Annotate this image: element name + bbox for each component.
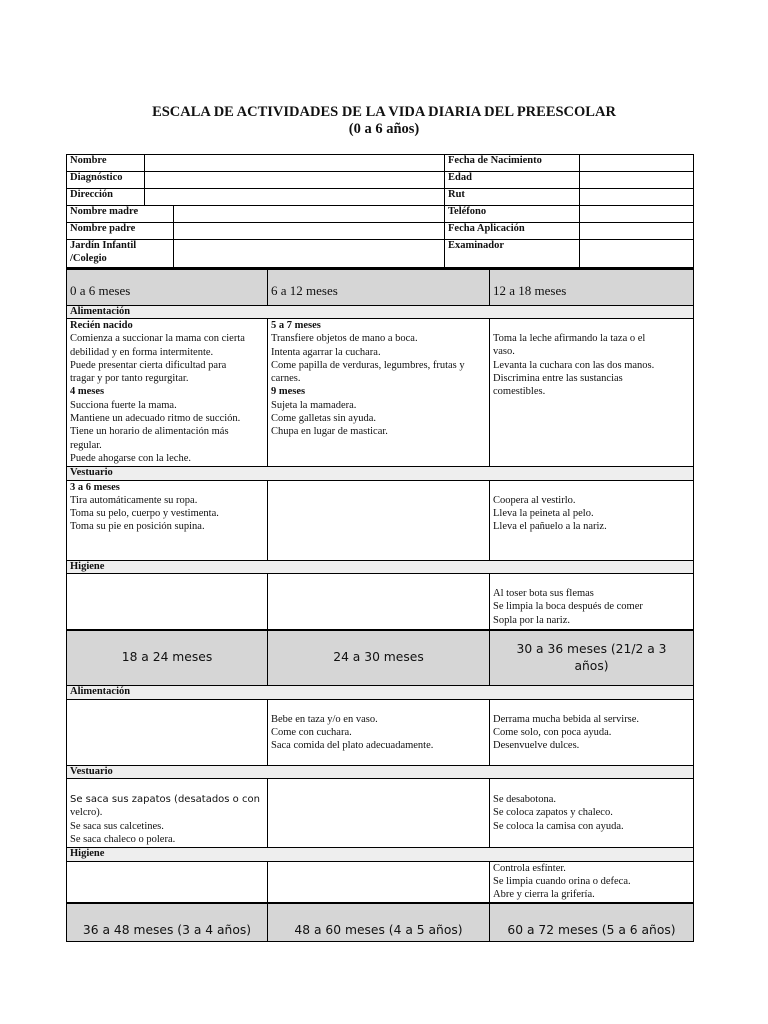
activity-line: Intenta agarrar la cuchara. [271, 346, 381, 358]
nombre-field[interactable] [145, 155, 445, 172]
title-line-1: ESCALA DE ACTIVIDADES DE LA VIDA DIARIA DEL PREESCOLAR [152, 104, 616, 120]
label-nombre-madre: Nombre madre [67, 206, 174, 223]
activity-cell [490, 779, 694, 848]
activity-cell [67, 574, 268, 630]
period-header-cell: 18 a 24 meses [67, 630, 268, 686]
activity-line: Bebe en taza y/o en vaso. [271, 713, 378, 725]
activity-cell [490, 480, 694, 560]
period-header-cell: 24 a 30 meses [268, 630, 490, 686]
activity-line: Tira automáticamente su ropa. [70, 494, 198, 506]
activity-line: Se saca chaleco o polera. [70, 833, 176, 845]
activity-line: Transfiere objetos de mano a boca. [271, 333, 418, 345]
activity-line: Toma la leche afirmando la taza o el [493, 333, 646, 344]
category-label-vestuario: Vestuario [67, 765, 694, 779]
activity-line: Come galletas sin ayuda. [271, 413, 376, 425]
age-subheading: 5 a 7 meses [271, 320, 321, 331]
activity-row [67, 861, 694, 903]
activity-line: debilidad y en forma intermitente. [70, 346, 214, 358]
examinador-field[interactable] [580, 240, 694, 268]
activity-line: Chupa en lugar de masticar. [271, 426, 388, 438]
label-jardin-line-2: /Colegio [70, 252, 107, 264]
activity-line: Abre y cierra la grifería. [493, 889, 595, 901]
nombre-madre-field[interactable] [174, 206, 445, 223]
age-subheading: Recién nacido [70, 320, 133, 331]
category-row [67, 305, 694, 319]
activity-line: Sopla por la nariz. [493, 614, 570, 626]
activity-cell [268, 861, 490, 903]
activity-row [67, 574, 694, 630]
label-fecha-aplicacion: Fecha Aplicación [445, 223, 580, 240]
patient-info-table [66, 154, 694, 268]
period-header-cell: 60 a 72 meses (5 a 6 años) [490, 903, 694, 941]
category-row [67, 848, 694, 862]
period-header-cell [490, 630, 694, 686]
activity-line: Discrimina entre las sustancias [493, 372, 623, 384]
activity-cell [67, 861, 268, 903]
activity-line: Saca comida del plato adecuadamente. [271, 740, 434, 752]
label-nombre-padre: Nombre padre [67, 223, 174, 240]
activity-cell [67, 319, 268, 467]
label-jardin-colegio [67, 240, 174, 268]
label-direccion: Dirección [67, 189, 145, 206]
activity-row [67, 699, 694, 765]
activity-line: Succiona fuerte la mama. [70, 399, 177, 411]
activity-cell [490, 574, 694, 630]
activity-line: Mantiene un adecuado ritmo de succión. [70, 413, 241, 425]
activity-line: Se saca sus zapatos (desatados o con [70, 794, 260, 805]
activity-row [67, 779, 694, 848]
activity-cell [490, 319, 694, 467]
activity-cell [67, 480, 268, 560]
category-row [67, 560, 694, 574]
period-header-row [67, 630, 694, 686]
fecha-nacimiento-field[interactable] [580, 155, 694, 172]
activity-line: carnes. [271, 373, 301, 385]
activity-row [67, 319, 694, 467]
label-nombre: Nombre [67, 155, 145, 172]
activity-line: Coopera al vestirlo. [493, 494, 576, 506]
period-header-row [67, 269, 694, 305]
category-label-higiene: Higiene [67, 848, 694, 862]
activity-line: Come solo, con poca ayuda. [493, 726, 612, 738]
category-label-alimentacion: Alimentación [67, 305, 694, 319]
activity-line: regular. [70, 439, 102, 451]
activity-line: Se saca sus calcetines. [70, 820, 164, 832]
direccion-field[interactable] [145, 189, 445, 206]
activity-row [67, 480, 694, 560]
label-fecha-nacimiento: Fecha de Nacimiento [445, 155, 580, 172]
category-label-alimentacion: Alimentación [67, 686, 694, 700]
activity-line: Comienza a succionar la mama con cierta [70, 333, 245, 345]
category-row [67, 686, 694, 700]
activity-line: Lleva el pañuelo a la nariz. [493, 521, 607, 533]
label-examinador: Examinador [445, 240, 580, 268]
edad-field[interactable] [580, 172, 694, 189]
label-edad: Edad [445, 172, 580, 189]
activity-line: Lleva la peineta al pelo. [493, 507, 594, 519]
activity-line: Puede ahogarse con la leche. [70, 452, 191, 464]
activity-line: Se limpia la boca después de comer [493, 601, 643, 613]
category-label-vestuario: Vestuario [67, 467, 694, 481]
activity-cell [268, 480, 490, 560]
label-rut: Rut [445, 189, 580, 206]
activity-line: vaso. [493, 346, 515, 358]
activity-line: Sujeta la mamadera. [271, 399, 357, 411]
activity-cell [268, 319, 490, 467]
fecha-aplicacion-field[interactable] [580, 223, 694, 240]
activity-line: Desenvuelve dulces. [493, 740, 580, 752]
age-subheading: 4 meses [70, 386, 105, 398]
activity-line: Come con cuchara. [271, 726, 352, 738]
activity-cell [67, 779, 268, 848]
activity-line: Come papilla de verduras, legumbres, frutas y [271, 359, 465, 371]
rut-field[interactable] [580, 189, 694, 206]
activity-cell [490, 699, 694, 765]
activity-line: Toma su pelo, cuerpo y vestimenta. [70, 508, 219, 520]
period-header-cell: 6 a 12 meses [268, 269, 490, 305]
period-header-line: años) [574, 658, 609, 673]
document-title [0, 104, 768, 138]
category-label-higiene: Higiene [67, 560, 694, 574]
activity-line: Puede presentar cierta dificultad para [70, 359, 227, 371]
period-header-cell: 12 a 18 meses [490, 269, 694, 305]
activity-cell [268, 574, 490, 630]
label-jardin-line-1: Jardín Infantil [70, 240, 137, 251]
activity-line: Toma su pie en posición supina. [70, 521, 205, 533]
activity-line: Se desabotona. [493, 794, 556, 805]
activity-line: Tiene un horario de alimentación más [70, 426, 229, 438]
activity-cell [268, 699, 490, 765]
category-row [67, 467, 694, 481]
activity-line: Se limpia cuando orina o defeca. [493, 875, 631, 887]
activities-grid [66, 268, 694, 942]
activity-line: Derrama mucha bebida al servirse. [493, 713, 640, 725]
activity-line: Se coloca zapatos y chaleco. [493, 807, 613, 819]
activity-line: Se coloca la camisa con ayuda. [493, 820, 624, 832]
diagnostico-field[interactable] [145, 172, 445, 189]
activity-line: tragar y por tanto regurgitar. [70, 373, 189, 385]
activity-line: velcro). [70, 807, 103, 819]
age-subheading: 3 a 6 meses [70, 481, 120, 493]
activity-line: Al toser bota sus flemas [493, 588, 594, 599]
activity-line: Levanta la cuchara con las dos manos. [493, 359, 655, 371]
jardin-colegio-field[interactable] [174, 240, 445, 268]
category-row [67, 765, 694, 779]
period-header-cell: 0 a 6 meses [67, 269, 268, 305]
age-subheading: 9 meses [271, 386, 306, 398]
nombre-padre-field[interactable] [174, 223, 445, 240]
title-line-2: (0 a 6 años) [348, 121, 420, 137]
period-header-cell: 48 a 60 meses (4 a 5 años) [268, 903, 490, 941]
activity-cell [268, 779, 490, 848]
activity-line: Controla esfínter. [493, 862, 566, 874]
telefono-field[interactable] [580, 206, 694, 223]
label-diagnostico: Diagnóstico [67, 172, 145, 189]
period-header-cell: 36 a 48 meses (3 a 4 años) [67, 903, 268, 941]
period-header-line: 30 a 36 meses (21/2 a 3 [516, 641, 667, 656]
activity-line: comestibles. [493, 386, 546, 398]
activity-cell [67, 699, 268, 765]
activity-cell [490, 861, 694, 903]
label-telefono: Teléfono [445, 206, 580, 223]
period-header-row [67, 903, 694, 941]
